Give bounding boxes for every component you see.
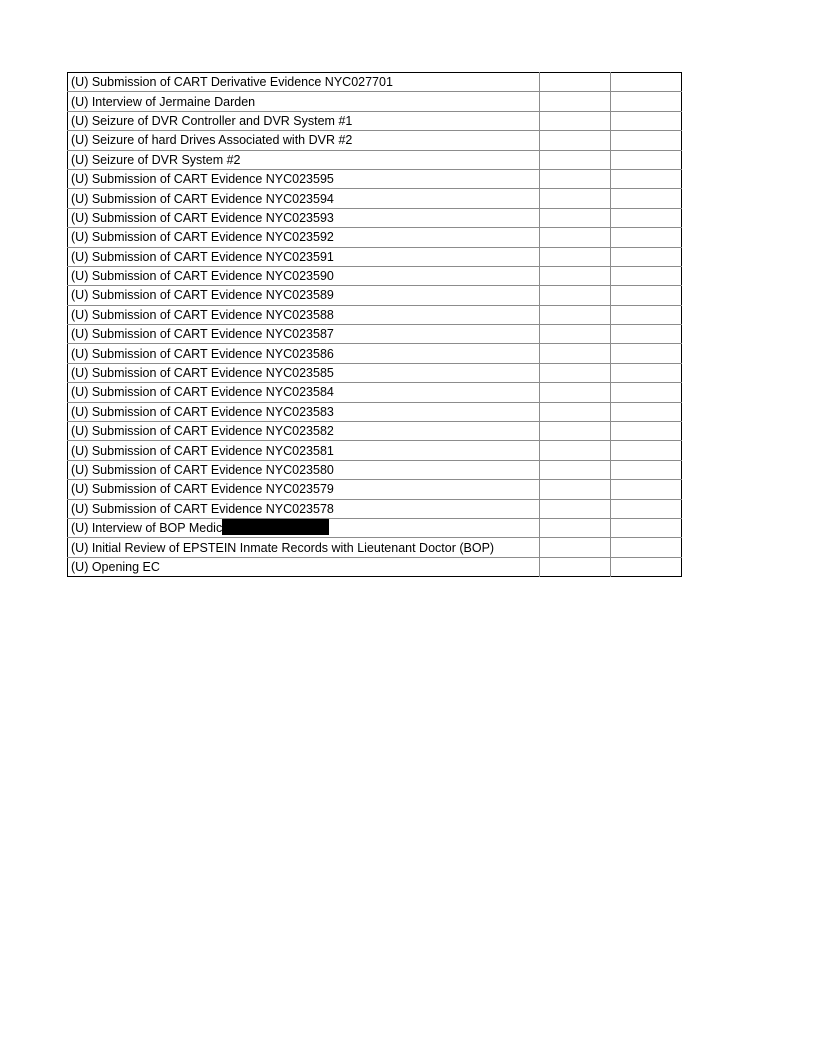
description-cell: [68, 189, 540, 208]
table-row: [68, 402, 682, 421]
table-row: [68, 189, 682, 208]
redaction-block: [222, 519, 329, 535]
table-row: [68, 305, 682, 324]
description-cell: [68, 460, 540, 479]
empty-cell: [611, 228, 682, 247]
description-cell: [68, 92, 540, 111]
description-cell: [68, 325, 540, 344]
table-row: [68, 518, 682, 537]
description-text: (U) Submission of CART Derivative Evidence NYC027701: [71, 75, 393, 90]
empty-cell: [540, 286, 611, 305]
empty-cell: [611, 305, 682, 324]
description-cell: [68, 422, 540, 441]
table-row: [68, 208, 682, 227]
empty-cell: [540, 499, 611, 518]
records-table: [67, 72, 682, 577]
description-cell: [68, 363, 540, 382]
description-cell: [68, 208, 540, 227]
empty-cell: [611, 518, 682, 537]
description-cell: [68, 73, 540, 92]
empty-cell: [540, 325, 611, 344]
table-row: [68, 441, 682, 460]
table-row: [68, 557, 682, 576]
table-row: [68, 460, 682, 479]
description-cell: [68, 131, 540, 150]
empty-cell: [611, 363, 682, 382]
empty-cell: [611, 131, 682, 150]
description-cell: [68, 344, 540, 363]
description-cell: [68, 169, 540, 188]
empty-cell: [611, 383, 682, 402]
empty-cell: [540, 422, 611, 441]
description-text: (U) Submission of CART Evidence NYC023592: [71, 230, 334, 245]
description-text: (U) Seizure of hard Drives Associated with DVR #2: [71, 133, 353, 148]
empty-cell: [611, 460, 682, 479]
description-text: (U) Submission of CART Evidence NYC023579: [71, 482, 334, 497]
description-text: (U) Submission of CART Evidence NYC023587: [71, 327, 334, 342]
empty-cell: [611, 208, 682, 227]
description-cell: [68, 518, 540, 537]
empty-cell: [540, 150, 611, 169]
description-cell: [68, 150, 540, 169]
description-text: (U) Submission of CART Evidence NYC023595: [71, 172, 334, 187]
empty-cell: [611, 92, 682, 111]
table-row: [68, 92, 682, 111]
description-text: (U) Submission of CART Evidence NYC023594: [71, 191, 334, 206]
description-text: (U) Opening EC: [71, 559, 160, 574]
table-row: [68, 150, 682, 169]
description-text: (U) Submission of CART Evidence NYC023589: [71, 288, 334, 303]
description-cell: [68, 383, 540, 402]
description-text: (U) Submission of CART Evidence NYC023590: [71, 269, 334, 284]
description-text: (U) Submission of CART Evidence NYC023581: [71, 443, 334, 458]
description-cell: [68, 228, 540, 247]
empty-cell: [540, 131, 611, 150]
description-text: (U) Submission of CART Evidence NYC023582: [71, 424, 334, 439]
table-row: [68, 169, 682, 188]
empty-cell: [540, 363, 611, 382]
table-row: [68, 499, 682, 518]
empty-cell: [611, 402, 682, 421]
table-row: [68, 480, 682, 499]
empty-cell: [540, 383, 611, 402]
table-row: [68, 363, 682, 382]
empty-cell: [540, 208, 611, 227]
empty-cell: [611, 557, 682, 576]
empty-cell: [540, 538, 611, 557]
empty-cell: [540, 518, 611, 537]
empty-cell: [540, 228, 611, 247]
empty-cell: [540, 247, 611, 266]
description-text: (U) Submission of CART Evidence NYC023583: [71, 404, 334, 419]
empty-cell: [540, 402, 611, 421]
empty-cell: [540, 441, 611, 460]
description-text: (U) Submission of CART Evidence NYC023586: [71, 346, 334, 361]
empty-cell: [540, 111, 611, 130]
empty-cell: [540, 266, 611, 285]
empty-cell: [540, 480, 611, 499]
table-row: [68, 266, 682, 285]
empty-cell: [611, 247, 682, 266]
description-text: (U) Seizure of DVR Controller and DVR System #1: [71, 113, 353, 128]
empty-cell: [611, 111, 682, 130]
empty-cell: [611, 150, 682, 169]
description-cell: [68, 557, 540, 576]
description-cell: [68, 402, 540, 421]
table-row: [68, 228, 682, 247]
description-text: (U) Seizure of DVR System #2: [71, 152, 241, 167]
empty-cell: [540, 557, 611, 576]
records-table-body: [68, 73, 682, 577]
description-text: (U) Submission of CART Evidence NYC023584: [71, 385, 334, 400]
empty-cell: [540, 73, 611, 92]
description-text: (U) Initial Review of EPSTEIN Inmate Records with Lieutenant Doctor (BOP): [71, 540, 495, 555]
description-text: (U) Submission of CART Evidence NYC023585: [71, 366, 334, 381]
table-row: [68, 247, 682, 266]
empty-cell: [611, 286, 682, 305]
description-cell: [68, 266, 540, 285]
empty-cell: [611, 422, 682, 441]
empty-cell: [540, 92, 611, 111]
description-cell: [68, 111, 540, 130]
description-cell: [68, 480, 540, 499]
empty-cell: [540, 305, 611, 324]
table-row: [68, 538, 682, 557]
table-row: [68, 325, 682, 344]
table-row: [68, 344, 682, 363]
empty-cell: [611, 441, 682, 460]
description-text: (U) Submission of CART Evidence NYC023580: [71, 463, 334, 477]
empty-cell: [611, 480, 682, 499]
table-row: [68, 73, 682, 92]
description-text: (U) Submission of CART Evidence NYC023578: [71, 501, 334, 516]
empty-cell: [611, 189, 682, 208]
empty-cell: [540, 169, 611, 188]
empty-cell: [540, 460, 611, 479]
empty-cell: [540, 189, 611, 208]
description-cell: [68, 499, 540, 518]
description-cell: [68, 247, 540, 266]
description-text: (U) Submission of CART Evidence NYC023591: [71, 249, 334, 264]
description-cell: [68, 286, 540, 305]
empty-cell: [611, 344, 682, 363]
description-text: (U) Interview of BOP Medic: [71, 521, 223, 536]
description-cell: [68, 441, 540, 460]
empty-cell: [611, 538, 682, 557]
description-cell: [68, 538, 540, 557]
table-row: [68, 422, 682, 441]
table-row: [68, 111, 682, 130]
description-text: (U) Submission of CART Evidence NYC023593: [71, 210, 334, 225]
description-cell: [68, 305, 540, 324]
description-text: (U) Submission of CART Evidence NYC023588: [71, 307, 334, 322]
empty-cell: [540, 344, 611, 363]
empty-cell: [611, 73, 682, 92]
table-row: [68, 286, 682, 305]
table-row: [68, 383, 682, 402]
empty-cell: [611, 266, 682, 285]
table-row: [68, 131, 682, 150]
description-text: (U) Interview of Jermaine Darden: [71, 94, 256, 109]
empty-cell: [611, 169, 682, 188]
empty-cell: [611, 499, 682, 518]
empty-cell: [611, 325, 682, 344]
